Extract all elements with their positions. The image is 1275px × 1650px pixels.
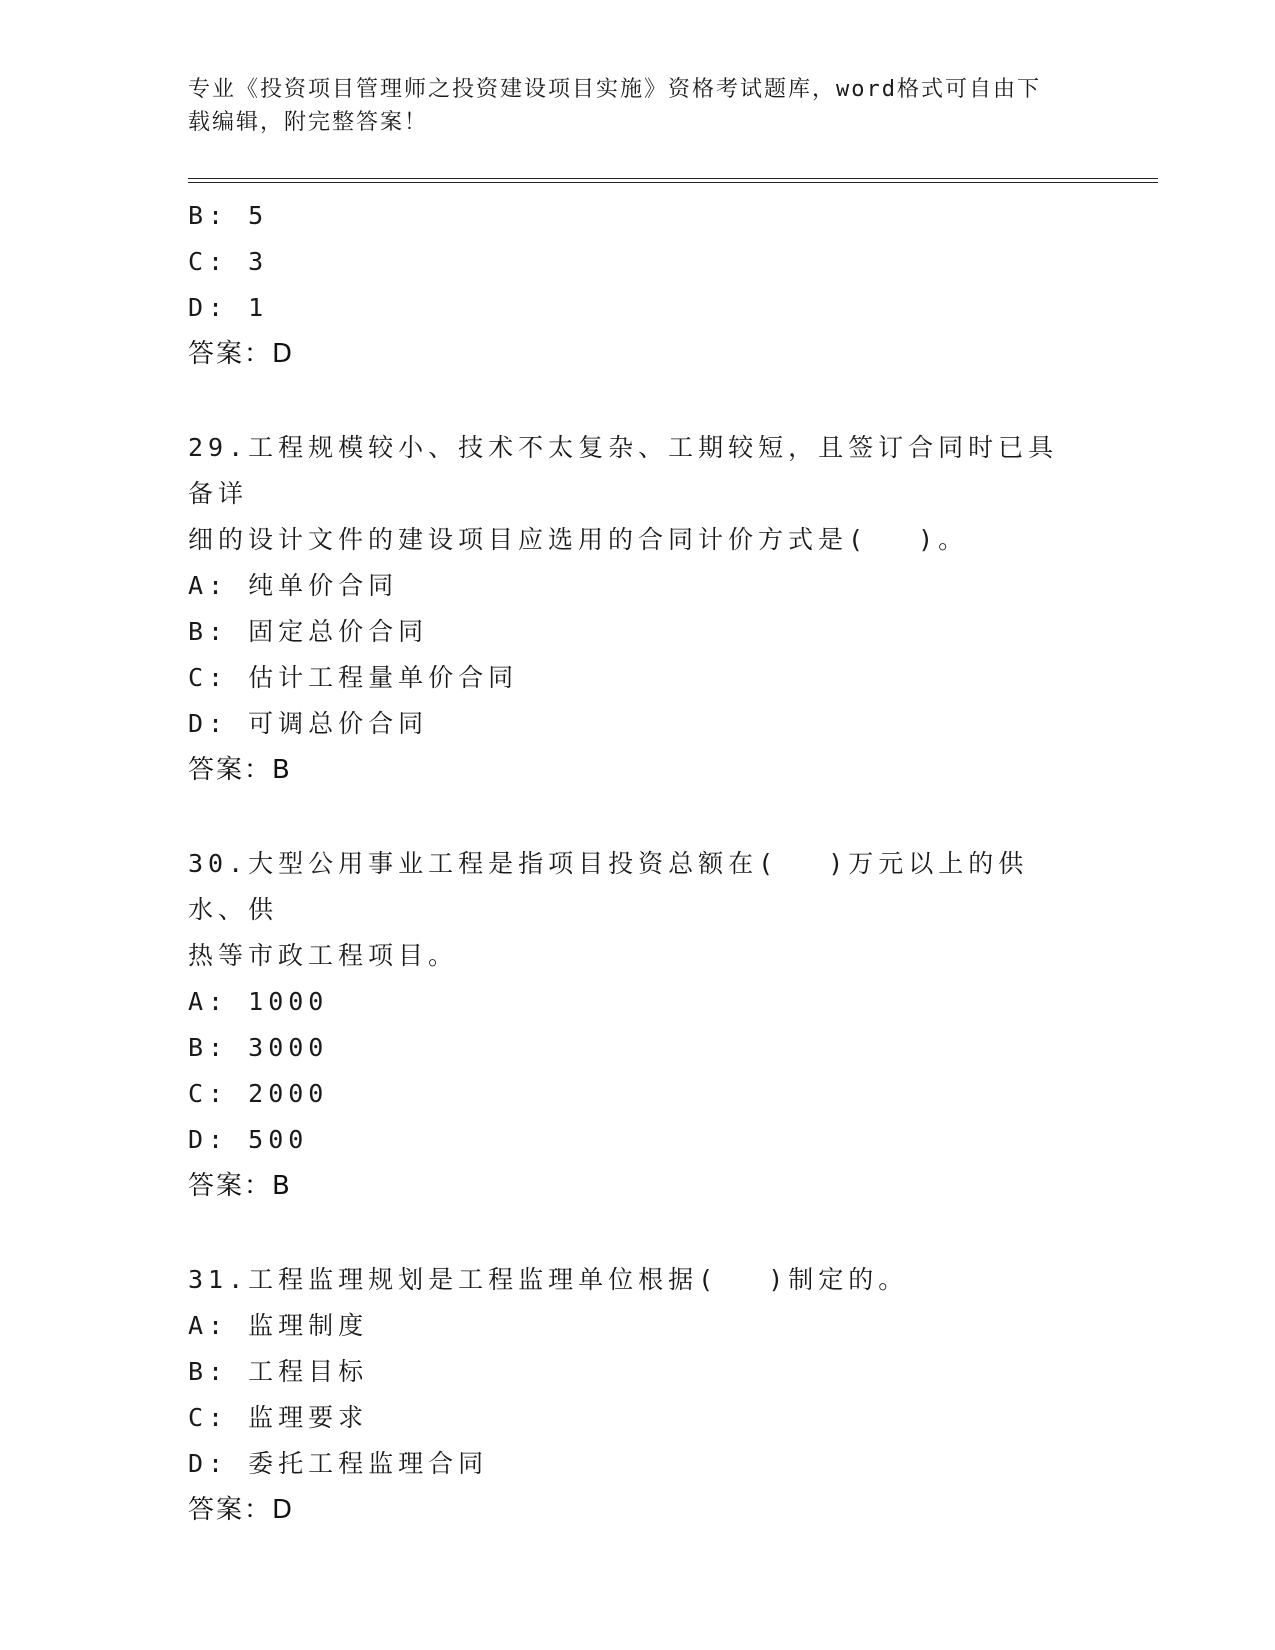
- option-a: A: 1000: [188, 987, 329, 1016]
- option-c: C: 3: [188, 247, 269, 276]
- question-29: [188, 425, 1068, 563]
- option-d: D: 500: [188, 1125, 309, 1154]
- answer-line: 答案：B: [188, 1171, 292, 1201]
- option-d: D: 委托工程监理合同: [188, 1449, 489, 1478]
- question-stem-line: 30.大型公用事业工程是指项目投资总额在( )万元以上的供水、供: [188, 849, 1029, 924]
- option-d: D: 可调总价合同: [188, 709, 429, 738]
- option-b: B: 5: [188, 201, 269, 230]
- answer-line: 答案：B: [188, 755, 292, 785]
- question-stem-line: 细的设计文件的建设项目应选用的合同计价方式是( )。: [188, 525, 969, 554]
- answer-line: 答案：D: [188, 339, 295, 369]
- option-d: D: 1: [188, 293, 269, 322]
- header-divider: [188, 178, 1158, 183]
- option-c: C: 2000: [188, 1079, 329, 1108]
- option-b: B: 工程目标: [188, 1357, 369, 1386]
- document-header: [188, 73, 1088, 139]
- option-b: B: 3000: [188, 1033, 329, 1062]
- option-a: A: 监理制度: [188, 1311, 369, 1340]
- question-stem-line: 热等市政工程项目。: [188, 941, 459, 970]
- option-c: C: 监理要求: [188, 1403, 369, 1432]
- answer-line: 答案：D: [188, 1495, 295, 1525]
- header-line-1: 专业《投资项目管理师之投资建设项目实施》资格考试题库，word格式可自由下: [188, 77, 1041, 102]
- question-31: [188, 1257, 1068, 1303]
- option-c: C: 估计工程量单价合同: [188, 663, 519, 692]
- question-continuation: [188, 193, 1088, 377]
- question-stem-line: 29.工程规模较小、技术不太复杂、工期较短，且签订合同时已具备详: [188, 433, 1059, 508]
- option-a: A: 纯单价合同: [188, 571, 399, 600]
- option-b: B: 固定总价合同: [188, 617, 429, 646]
- question-list: [188, 193, 1088, 1533]
- question-stem-line: 31.工程监理规划是工程监理单位根据( )制定的。: [188, 1265, 909, 1294]
- question-30: [188, 841, 1068, 979]
- header-line-2: 载编辑，附完整答案！: [188, 110, 429, 135]
